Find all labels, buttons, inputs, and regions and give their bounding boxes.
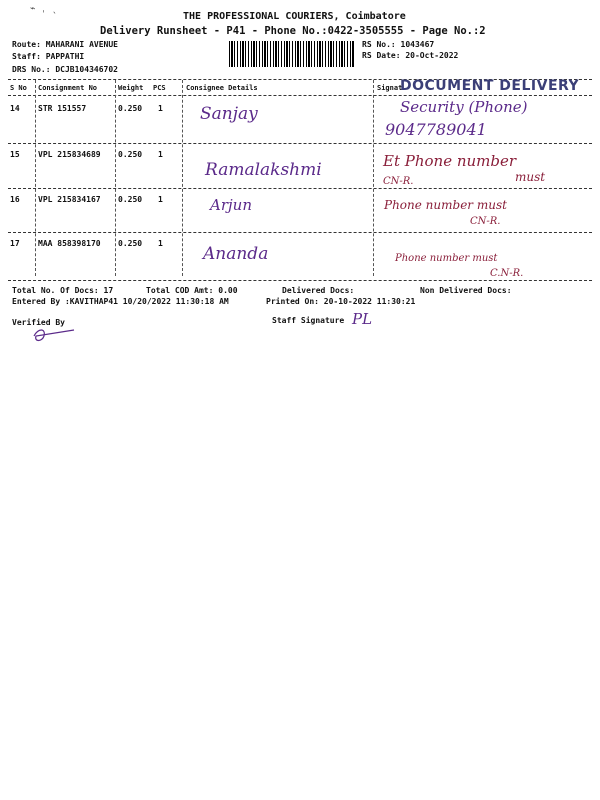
- col-sep-4: [373, 80, 374, 276]
- row-rule: [8, 143, 592, 144]
- row-signature-line1: Phone number must: [384, 198, 507, 212]
- row-consignment: VPL 215834689: [38, 150, 101, 159]
- col-consignment: Consignment No: [38, 84, 98, 92]
- row-signature-line1: Security (Phone): [400, 98, 528, 116]
- scanner-mark: ⌁ ˌ ˎ: [30, 4, 58, 14]
- row-signature-line2: 9047789041: [385, 120, 487, 139]
- row-consignee: Ramalakshmi: [205, 160, 322, 180]
- total-docs: Total No. Of Docs: 17: [12, 286, 114, 295]
- col-consignee: Consignee Details: [186, 84, 258, 92]
- row-rule: [8, 232, 592, 233]
- row-weight: 0.250: [118, 195, 143, 204]
- barcode: [229, 41, 354, 67]
- row-pcs: 1: [158, 104, 163, 113]
- row-consignee: Ananda: [203, 244, 269, 264]
- row-sno: 16: [10, 195, 20, 204]
- row-pcs: 1: [158, 195, 163, 204]
- row-signature-line1: Phone number must: [395, 253, 498, 264]
- drs-number: DRS No.: DCJB104346702: [12, 65, 118, 74]
- row-signature-line2: must: [515, 170, 546, 184]
- rs-date: RS Date: 20-Oct-2022: [362, 51, 459, 60]
- col-sep-1: [35, 80, 36, 276]
- col-sno: S No: [10, 84, 27, 92]
- row-consignee: Arjun: [210, 196, 252, 214]
- printed-on: Printed On: 20-10-2022 11:30:21: [266, 297, 416, 306]
- row-consignee: Sanjay: [200, 104, 258, 124]
- row-rule: [8, 188, 592, 189]
- route-label: Route: MAHARANI AVENUE: [12, 40, 118, 49]
- row-signature-line3: CN-R.: [383, 176, 414, 187]
- row-consignment: MAA 858398170: [38, 239, 101, 248]
- entered-by: Entered By :KAVITHAP41 10/20/2022 11:30:18 AM: [12, 297, 229, 306]
- table-bottom-rule: [8, 280, 592, 281]
- table-header-rule: [8, 95, 592, 96]
- staff-signature-label: Staff Signature: [272, 316, 345, 325]
- row-weight: 0.250: [118, 239, 143, 248]
- col-signature: Signat: [377, 84, 403, 92]
- row-signature-line2: CN-R.: [470, 216, 501, 227]
- row-consignment: VPL 215834167: [38, 195, 101, 204]
- runsheet-subtitle: Delivery Runsheet - P41 - Phone No.:0422-3505555 - Page No.:2: [100, 25, 486, 37]
- col-sep-3: [182, 80, 183, 276]
- row-sno: 14: [10, 104, 20, 113]
- staff-label: Staff: PAPPATHI: [12, 52, 85, 61]
- rs-number: RS No.: 1043467: [362, 40, 435, 49]
- verified-signature-scribble: [30, 326, 78, 344]
- total-cod: Total COD Amt: 0.00: [146, 286, 238, 295]
- row-signature-line1: Et Phone number: [383, 152, 517, 170]
- non-delivered-docs: Non Delivered Docs:: [420, 286, 512, 295]
- company-title: THE PROFESSIONAL COURIERS, Coimbatore: [183, 11, 406, 22]
- col-sep-2: [115, 80, 116, 276]
- row-weight: 0.250: [118, 150, 143, 159]
- row-weight: 0.250: [118, 104, 143, 113]
- document-delivery-stamp: DOCUMENT DELIVERY: [400, 78, 580, 94]
- col-weight: Weight: [118, 84, 144, 92]
- row-signature-line2: C.N-R.: [490, 268, 524, 279]
- col-pcs: PCS: [153, 84, 166, 92]
- row-pcs: 1: [158, 150, 163, 159]
- verified-by-label: Verified By: [12, 318, 65, 327]
- row-sno: 17: [10, 239, 20, 248]
- row-pcs: 1: [158, 239, 163, 248]
- row-consignment: STR 151557: [38, 104, 87, 113]
- staff-signature-mark: PL: [352, 310, 373, 328]
- delivered-docs: Delivered Docs:: [282, 286, 355, 295]
- row-sno: 15: [10, 150, 20, 159]
